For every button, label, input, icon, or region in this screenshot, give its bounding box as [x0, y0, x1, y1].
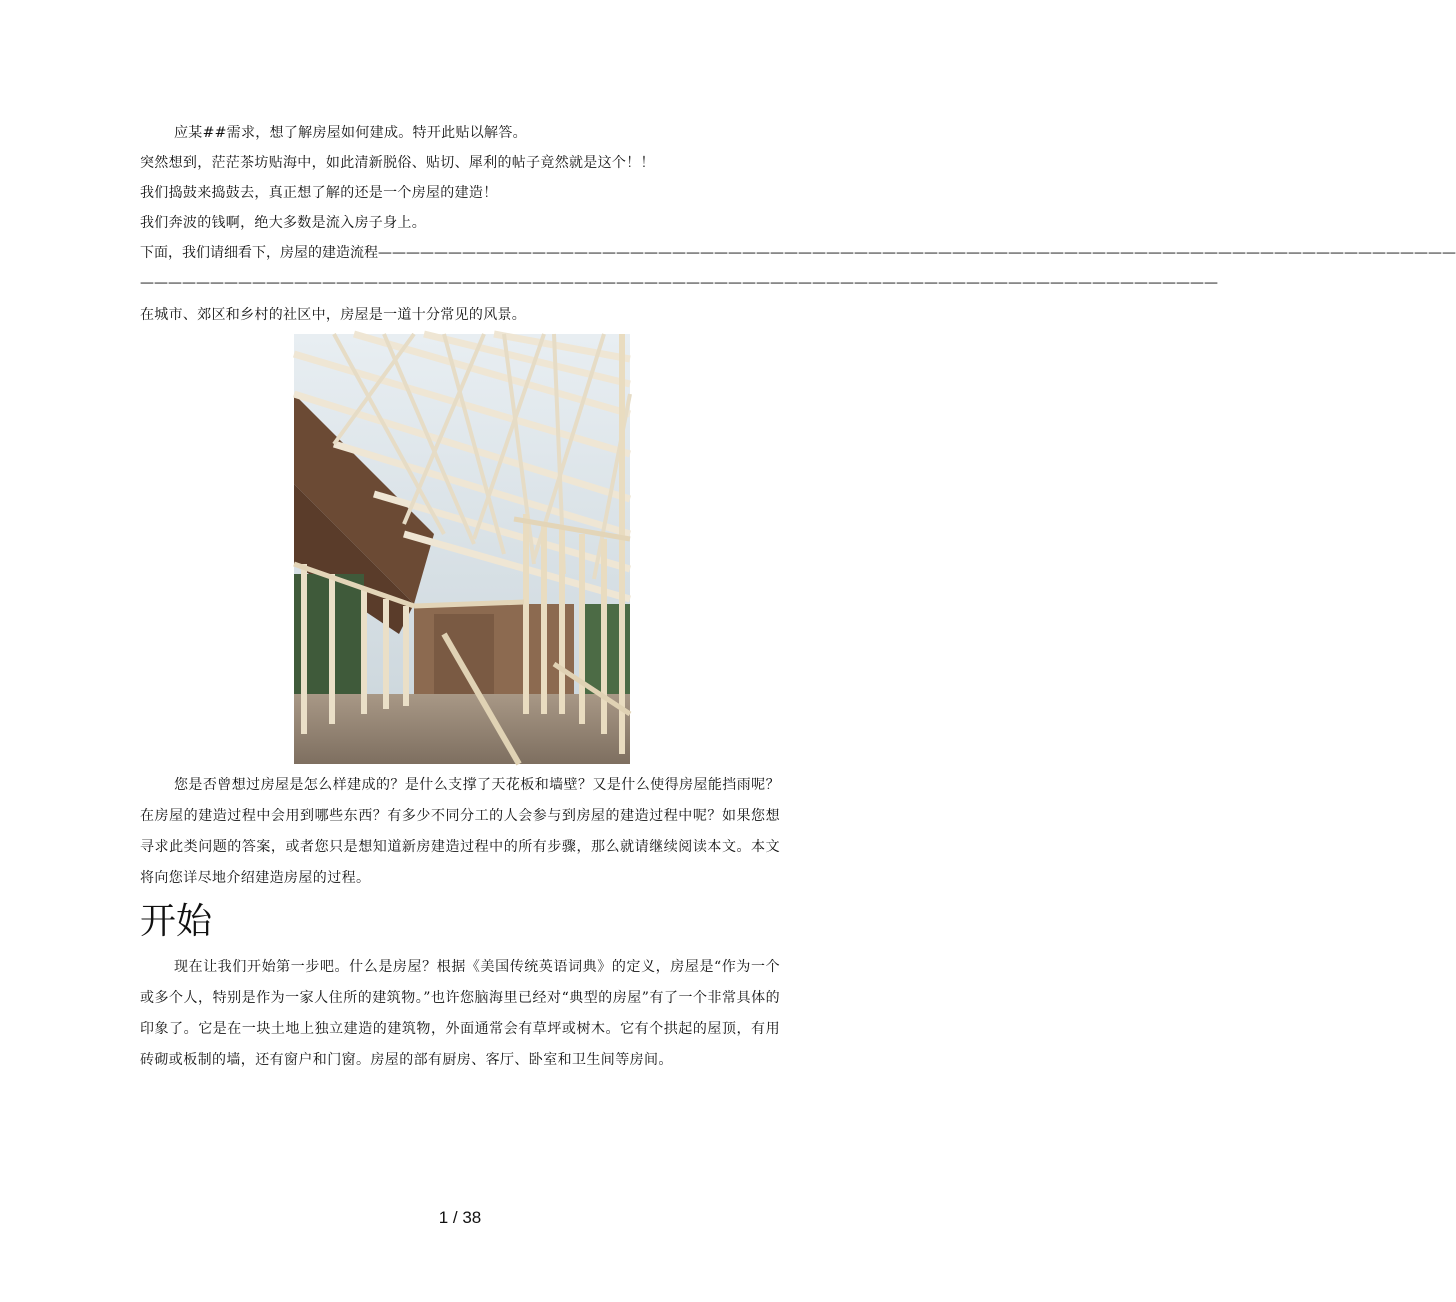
intro-line-1: 应某##需求，想了解房屋如何建成。特开此贴以解答。 [174, 125, 527, 141]
scene-line: 在城市、郊区和乡村的社区中，房屋是一道十分常见的风景。 [140, 307, 527, 323]
page-content [140, 118, 1456, 1076]
flow-line [140, 238, 1456, 298]
intro-line-4: 我们奔波的钱啊，绝大多数是流入房子身上。 [140, 215, 426, 231]
page-number: 1 / 38 [438, 1208, 482, 1227]
flow-line-dashes-continued: ————————————————————————————————————————————————————————————————————————————— [140, 275, 1218, 291]
intro-line-3: 我们捣鼓来捣鼓去，真正想了解的还是一个房屋的建造！ [140, 185, 498, 201]
intro-line-2: 突然想到，茫茫茶坊贴海中，如此清新脱俗、贴切、犀利的帖子竟然就是这个！！ [140, 155, 655, 171]
flow-line-text: 下面，我们请细看下，房屋的建造流程 [140, 245, 378, 261]
house-frame-illustration [294, 334, 630, 764]
section-heading: 开始 [140, 901, 213, 942]
flow-line-dashes: ————————————————————————————————————————————————————————————————————————————— [378, 245, 1456, 261]
house-frame-photo-icon [294, 334, 630, 764]
definition-paragraph: 现在让我们开始第一步吧。什么是房屋？根据《美国传统英语词典》的定义，房屋是“作为一个或多个人，特别是作为一家人住所的建筑物。”也许您脑海里已经对“典型的房屋”有了一个非常具体的印象了。它是在一块土地上独立建造的建筑物，外面通常会有草坪或树木。它有个拱起的屋顶，有用砖砌或板制的墙，还有窗户和门窗。房屋的部有厨房、客厅、卧室和卫生间等房间。 [140, 959, 780, 1068]
intro-paragraph: 您是否曾想过房屋是怎么样建成的？是什么支撑了天花板和墙壁？又是什么使得房屋能挡雨呢？在房屋的建造过程中会用到哪些东西？有多少不同分工的人会参与到房屋的建造过程中呢？如果您想寻求此类问题的答案，或者您只是想知道新房建造过程中的所有步骤，那么就请继续阅读本文。本文将向您详尽地介绍建造房屋的过程。 [140, 777, 780, 886]
